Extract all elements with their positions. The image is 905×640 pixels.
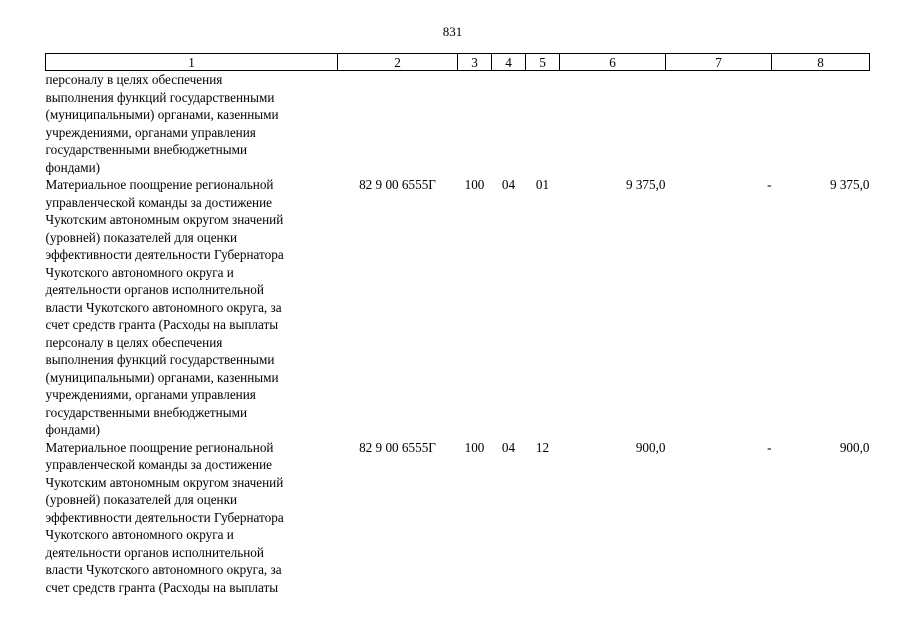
header-col-3: 3 [458, 54, 492, 71]
change-cell [666, 71, 772, 177]
description-line: персоналу в целях обеспечения [45, 334, 223, 350]
row-description [46, 439, 338, 597]
total-cell: 900,0 [839, 439, 870, 455]
description-line: (муниципальными) органами, казенными [45, 107, 279, 122]
description-line: Материальное поощрение региональной [45, 439, 274, 455]
table-header [46, 54, 870, 71]
section-cell: 04 [501, 177, 516, 192]
header-col-2: 2 [338, 54, 458, 71]
description-line: управленческой команды за достижение [45, 457, 273, 472]
description-line: эффективности деятельности Губернатора [45, 247, 284, 262]
description-line: эффективности деятельности Губернатора [45, 509, 284, 525]
header-row [46, 54, 870, 71]
header-col-4: 4 [492, 54, 526, 71]
change-cell: - [767, 439, 772, 455]
row-description [46, 71, 338, 177]
subsection-cell: 12 [535, 439, 550, 455]
description-line: власти Чукотского автономного округа, за [45, 562, 282, 577]
amount-cell [560, 71, 666, 177]
description-line: выполнения функций государственными [45, 89, 275, 105]
total-cell: 9 375,0 [829, 177, 870, 192]
table-row [46, 176, 870, 439]
description-line: государственными внебюджетными [45, 404, 248, 420]
description-line: Материальное поощрение региональной [45, 177, 274, 192]
change-cell: - [767, 177, 772, 192]
description-line: (уровней) показателей для оценки [45, 229, 238, 245]
description-line: фондами) [45, 159, 101, 175]
target-article-code-cell [338, 71, 458, 177]
description-line: управленческой команды за достижение [45, 194, 273, 210]
description-line: Чукотского автономного округа и [45, 527, 234, 542]
description-line: счет средств гранта (Расходы на выплаты [45, 317, 279, 332]
description-line: учреждениями, органами управления [45, 387, 256, 402]
description-line: деятельности органов исполнительной [45, 282, 264, 297]
expense-type-cell: 100 [464, 439, 485, 455]
table-body [46, 71, 870, 597]
target-article-code-cell: 82 9 00 6555Г [359, 177, 436, 192]
description-line: Чукотским автономным округом значений [45, 212, 284, 227]
description-line: (муниципальными) органами, казенными [45, 369, 279, 385]
description-line: деятельности органов исполнительной [45, 544, 264, 560]
table-row [46, 439, 870, 597]
description-line: (уровней) показателей для оценки [45, 492, 238, 507]
expense-type-cell [458, 71, 492, 177]
description-line: фондами) [45, 422, 101, 437]
description-line: персоналу в целях обеспечения [45, 72, 223, 87]
target-article-code-cell: 82 9 00 6555Г [359, 439, 436, 455]
amount-cell: 900,0 [635, 439, 666, 455]
description-line: выполнения функций государственными [45, 352, 275, 367]
budget-table [45, 53, 870, 596]
header-col-6: 6 [560, 54, 666, 71]
section-cell: 04 [501, 439, 516, 455]
row-description [46, 176, 338, 439]
description-line: счет средств гранта (Расходы на выплаты [45, 579, 279, 595]
amount-cell: 9 375,0 [625, 177, 666, 192]
header-col-7: 7 [666, 54, 772, 71]
description-line: власти Чукотского автономного округа, за [45, 299, 282, 315]
description-line: учреждениями, органами управления [45, 124, 256, 140]
header-col-1: 1 [46, 54, 338, 71]
description-line: Чукотского автономного округа и [45, 264, 234, 280]
page-number: 831 [442, 24, 463, 39]
table-row [46, 71, 870, 177]
expense-type-cell: 100 [464, 177, 485, 192]
header-col-5: 5 [526, 54, 560, 71]
subsection-cell: 01 [535, 177, 550, 192]
subsection-cell [526, 71, 560, 177]
total-cell [772, 71, 870, 177]
description-line: государственными внебюджетными [45, 142, 248, 157]
section-cell [492, 71, 526, 177]
description-line: Чукотским автономным округом значений [45, 474, 284, 490]
header-col-8: 8 [772, 54, 870, 71]
